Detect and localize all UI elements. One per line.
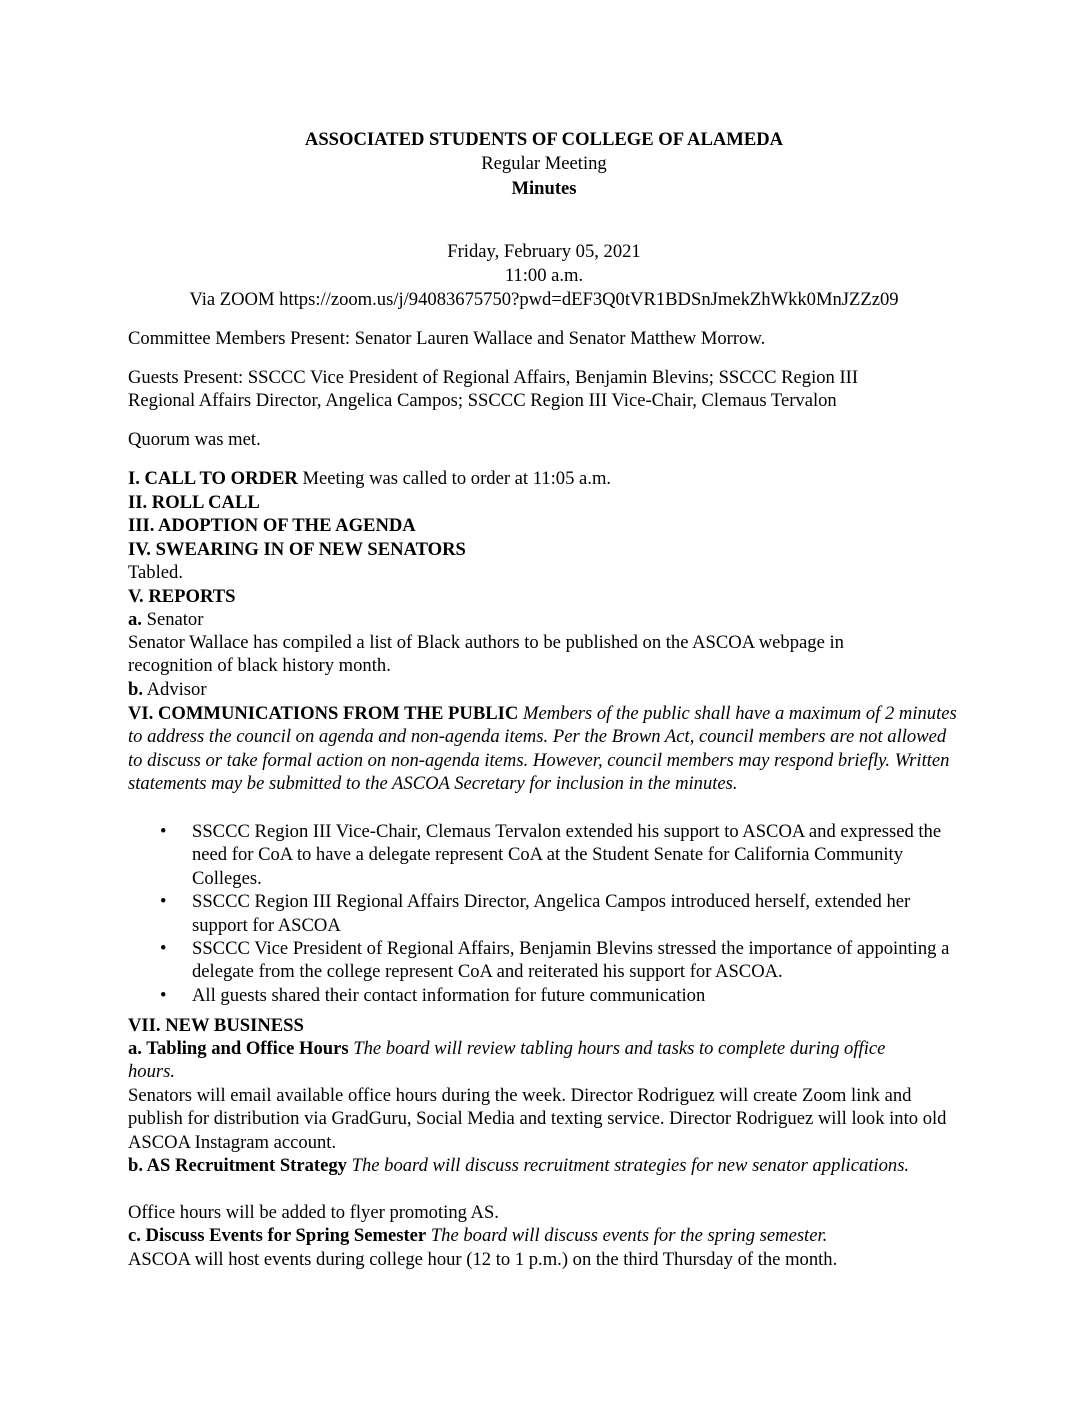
guests-present: Guests Present: SSCCC Vice President of Regional Affairs, Benjamin Blevins; SSCCC Region III Regional Affairs Director, Angelica Campos; SSCCC Region III Vice-Chair, Clemaus Tervalon xyxy=(128,367,859,412)
events-text: ASCOA will host events during college hour (12 to 1 p.m.) on the third Thursday of the month. xyxy=(128,1249,838,1270)
call-to-order: I. CALL TO ORDER Meeting was called to order at 11:05 a.m. xyxy=(128,468,612,489)
public-communications: VI. COMMUNICATIONS FROM THE PUBLIC Members of the public shall have a maximum of 2 minutes to address the council on agenda and non-agenda items. Per the Brown Act, council members are not allowed to discuss or take formal action on non-agenda items. However, council members may respond briefly. Written statements may be submitted to the ASCOA Secretary for inclusion in the minutes. xyxy=(128,703,957,795)
new-business-heading: VII. NEW BUSINESS xyxy=(128,1015,304,1036)
quorum-status: Quorum was met. xyxy=(128,429,261,450)
reports-heading: V. REPORTS xyxy=(128,586,236,607)
swearing-in-text: Tabled. xyxy=(128,562,183,583)
meeting-type: Regular Meeting xyxy=(481,153,607,174)
recruitment-item: b. AS Recruitment Strategy The board will discuss recruitment strategies for new senator applications. xyxy=(128,1155,910,1176)
meeting-time: 11:00 a.m. xyxy=(504,265,584,286)
org-title: ASSOCIATED STUDENTS OF COLLEGE OF ALAMEDA xyxy=(304,129,784,150)
doc-type: Minutes xyxy=(511,178,577,199)
report-advisor-label: b. Advisor xyxy=(128,679,207,700)
roll-call-heading: II. ROLL CALL xyxy=(128,492,260,513)
adoption-heading: III. ADOPTION OF THE AGENDA xyxy=(128,515,416,536)
list-item: • SSCCC Region III Vice-Chair, Clemaus Tervalon extended his support to ASCOA and expressed the need for CoA to have a delegate represent CoA at the Student Senate for California Community Colleges. xyxy=(160,821,942,889)
list-item: • SSCCC Vice President of Regional Affairs, Benjamin Blevins stressed the importance of appointing a delegate from the college represent CoA and reiterated his support for ASCOA. xyxy=(160,938,950,983)
public-comments-list xyxy=(128,820,968,1007)
report-senator-label: a. Senator xyxy=(128,609,204,630)
meeting-date: Friday, February 05, 2021 xyxy=(447,241,641,262)
recruitment-text: Office hours will be added to flyer promoting AS. xyxy=(128,1202,499,1223)
tabling-text: Senators will email available office hours during the week. Director Rodriguez will create Zoom link and publish for distribution via GradGuru, Social Media and texting service. Director Rodriguez will look into old ASCOA Instagram account. xyxy=(128,1085,947,1153)
report-senator-text: Senator Wallace has compiled a list of Black authors to be published on the ASCOA webpage in recognition of black history month. xyxy=(128,632,844,677)
members-present: Committee Members Present: Senator Lauren Wallace and Senator Matthew Morrow. xyxy=(128,328,766,349)
tabling-item: a. Tabling and Office Hours The board will review tabling hours and tasks to complete during office hours. xyxy=(128,1038,886,1083)
swearing-in-heading: IV. SWEARING IN OF NEW SENATORS xyxy=(128,539,466,560)
events-item: c. Discuss Events for Spring Semester The board will discuss events for the spring semester. xyxy=(128,1225,828,1246)
meeting-location: Via ZOOM https://zoom.us/j/94083675750?pwd=dEF3Q0tVR1BDSnJmekZhWkk0MnJZZz09 xyxy=(189,289,899,310)
list-item: • All guests shared their contact information for future communication xyxy=(160,984,706,1006)
list-item: • SSCCC Region III Regional Affairs Director, Angelica Campos introduced herself, extended her support for ASCOA xyxy=(160,891,911,936)
